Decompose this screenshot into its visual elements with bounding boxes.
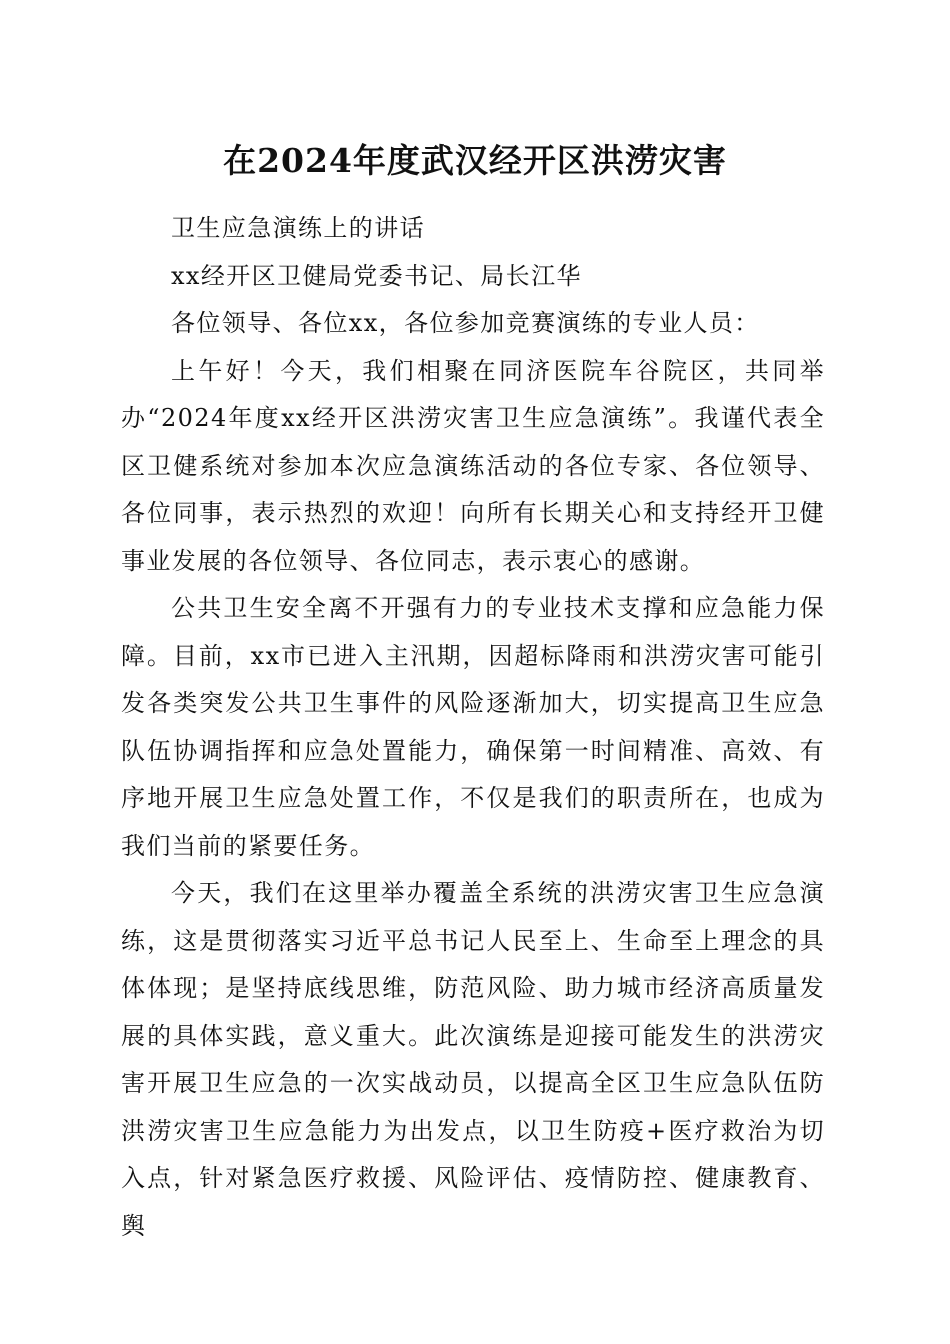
salutation: 各位领导、各位xx，各位参加竞赛演练的专业人员： bbox=[171, 309, 760, 337]
body-paragraph: 公共卫生安全离不开强有力的专业技术支撑和应急能力保障。目前，xx市已进入主汛期，因超标降雨和洪涝灾害可能引发各类突发公共卫生事件的风险逐渐加大，切实提高卫生应急队伍协调指挥和应急处置能力，确保第一时间精准、高效、有序地开展卫生应急处置工作，不仅是我们的职责所在，也成为我们当前的紧要任务。 bbox=[121, 594, 825, 860]
speech-subtitle: 卫生应急演练上的讲话 bbox=[171, 214, 425, 242]
body-paragraph: 上午好！今天，我们相聚在同济医院车谷院区，共同举办“2024年度xx经开区洪涝灾害卫生应急演练”。我谨代表全区卫健系统对参加本次应急演练活动的各位专家、各位领导、各位同事，表示热烈的欢迎！向所有长期关心和支持经开卫健事业发展的各位领导、各位同志，表示衷心的感谢。 bbox=[121, 356, 825, 575]
document-title: 在2024年度武汉经开区洪涝灾害 bbox=[223, 141, 727, 180]
body-paragraph: 今天，我们在这里举办覆盖全系统的洪涝灾害卫生应急演练，这是贯彻落实习近平总书记人民至上、生命至上理念的具体体现；是坚持底线思维，防范风险、助力城市经济高质量发展的具体实践，意义重大。此次演练是迎接可能发生的洪涝灾害开展卫生应急的一次实战动员，以提高全区卫生应急队伍防洪涝灾害卫生应急能力为出发点，以卫生防疫+医疗救治为切入点，针对紧急医疗救援、风险评估、疫情防控、健康教育、舆 bbox=[121, 879, 825, 1240]
document-body bbox=[121, 205, 825, 1250]
speaker-line: xx经开区卫健局党委书记、局长江华 bbox=[171, 261, 582, 290]
